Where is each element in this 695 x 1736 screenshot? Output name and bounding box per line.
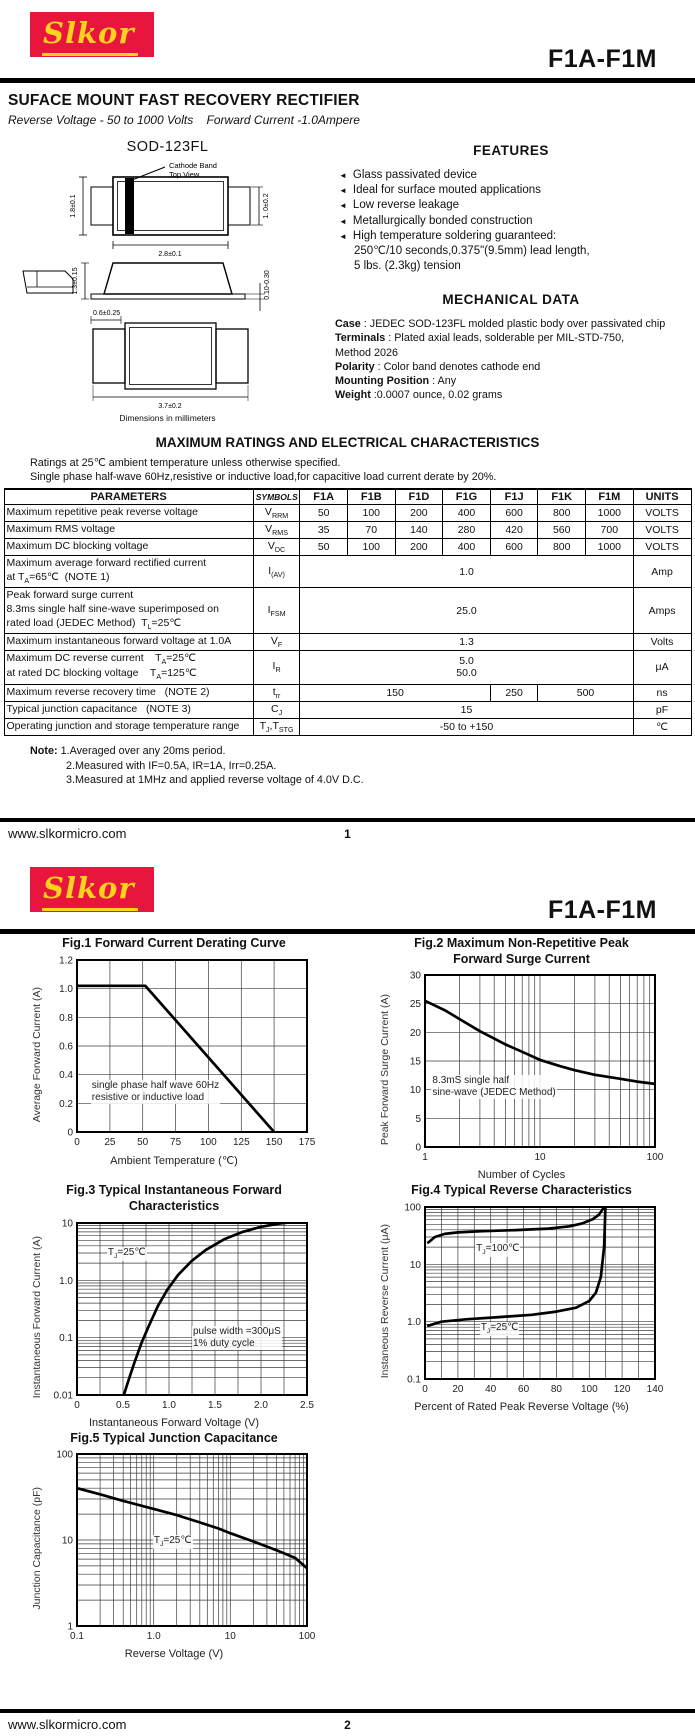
feature-text: Low reverse leakage [352,199,460,212]
arrow-bullet-icon: ◄ [339,171,347,180]
mechanical-row: Mounting Position : Any [335,375,457,388]
y-axis-label: Instaneous Reverse Current (μA) [378,1224,391,1379]
x-tick-label: 140 [646,1383,663,1395]
notes [30,744,695,788]
parameter-line: Maximum instantaneous forward voltage at 1.0A [6,635,232,648]
series-junction-capacitance [77,1488,307,1568]
feature-continuation: 250℃/10 seconds,0.375"(9.5mm) lead length, [354,244,590,257]
x-tick-label: 75 [170,1136,182,1148]
plot-area [43,1215,317,1420]
page-header [0,0,695,78]
y-tick-label: 30 [409,970,421,982]
website-link[interactable]: www.slkormicro.com [8,1717,127,1732]
chart-body [379,1199,665,1404]
x-tick-label: 20 [451,1383,463,1395]
x-tick-label: 80 [550,1383,562,1395]
unit-cell: VOLTS [633,505,691,522]
ratings-intro-line-1: Ratings at 25℃ ambient temperature unless otherwise specified. [30,457,341,469]
cathode-band-mark [125,178,134,234]
column-header: F1B [347,489,395,505]
charts-grid [0,936,695,1662]
dim-side-height: 1.3±0.15 [71,267,79,295]
table-row [4,522,691,539]
x-tick-label: 1.5 [208,1399,222,1411]
x-tick-label: 0 [421,1383,428,1395]
chart-annotation [480,1322,520,1336]
parameter-cell [4,684,253,701]
annotation-line: $T_J=100℃$ [476,1242,520,1256]
parameter-cell [4,505,253,522]
plot-area [391,1199,665,1404]
parameter-line: Maximum reverse recovery time (NOTE 2) [6,686,210,699]
table-row [4,684,691,701]
value-cell: 800 [538,505,586,522]
y-tick-label: 10 [61,1535,73,1547]
column-header: SYMBOLS [253,489,300,505]
package-caption: Dimensions in millimeters [119,413,216,423]
value-cell: 70 [347,522,395,539]
mechanical-label: Terminals [335,332,386,345]
table-row [4,539,691,556]
chart-title-line: Fig.1 Forward Current Derating Curve [62,936,286,950]
x-tick-label: 10 [224,1631,236,1643]
x-tick-label: 100 [200,1136,217,1148]
column-header: F1A [300,489,348,505]
package-section [0,131,335,423]
header-rule [0,929,695,934]
annotation-line: sine-wave (JEDEC Method) [432,1087,556,1098]
value-cell: 100 [347,505,395,522]
x-tick-label: 0.5 [116,1399,130,1411]
y-axis-label: Average Forward Current (A) [31,986,43,1122]
chart-title [66,1183,282,1214]
page-number: 1 [344,827,351,841]
parameter-line: 8.3ms single half sine-wave superimposed on [6,603,219,615]
header-rule [0,78,695,83]
x-tick-label: 40 [484,1383,496,1395]
value-cell: 50 [300,539,348,556]
feature-item [339,214,687,229]
feature-item [339,229,687,244]
chart-title [70,1431,277,1447]
note-line: 2.Measured with IF=0.5A, IR=1A, Irr=0.25A. [66,759,277,772]
value-cell: 700 [586,522,634,539]
chart-title-line: Fig.4 Typical Reverse Characteristics [411,1183,632,1198]
parameter-line: Peak forward surge current [6,589,134,602]
table-header-row [4,489,691,505]
column-header: PARAMETERS [4,489,253,505]
ratings-table [4,488,692,736]
value-cell: 140 [395,522,443,539]
dim-total-width: 3.7±0.2 [157,403,182,410]
value-cell: 800 [538,539,586,556]
symbol-cell: $t_{rr}$ [253,684,300,701]
y-tick-label: 1.0 [406,1317,421,1329]
chart-title-line: Characteristics [128,1198,220,1213]
chart-plot [391,967,665,1167]
value-cell: 1.0 [300,556,633,588]
annotation-line: resistive or inductive load [91,1092,205,1104]
unit-cell: μA [633,651,691,685]
x-tick-label: 60 [517,1383,529,1395]
annotation-line: pulse width =300μS [193,1325,281,1337]
parameter-line: at rated DC blocking voltage $T_A=125℃$ [6,667,197,682]
ratings-table-body [4,505,691,736]
datasheet-page-1 [0,0,695,845]
chart-annotation [91,1080,220,1104]
value-cell [300,651,633,685]
value-cell: 600 [490,505,538,522]
figure-5-typical-junction-capacitance [31,1431,317,1661]
x-tick-label: 10 [533,1152,546,1164]
x-axis-label: Percent of Rated Peak Reverse Voltage (%) [414,1400,629,1413]
x-tick-label: 2.0 [254,1399,268,1411]
chart-annotation [153,1535,193,1549]
feature-text: Ideal for surface mouted applications [352,184,541,197]
value-line: 50.0 [456,667,477,680]
value-cell: 50 [300,505,348,522]
brand-logo [30,12,154,57]
y-tick-label: 0.6 [59,1041,73,1053]
brand-logo-text: Slkor [42,871,138,911]
symbol-cell: $V_{RRM}$ [253,505,300,522]
x-axis-label: Number of Cycles [477,1169,566,1182]
value-cell: 15 [300,701,633,718]
page-footer [0,1709,695,1734]
parameter-line: Maximum RMS voltage [6,523,116,536]
y-tick-label: 0.4 [59,1069,73,1081]
parameter-line: Maximum average forward rectified current [6,557,207,570]
note-line: 3.Measured at 1MHz and applied reverse voltage of 4.0V D.C. [66,774,364,787]
package-name: SOD-123FL [126,139,209,155]
series-tj-25c [428,1199,605,1326]
dim-lead-width: 1. 0±0.2 [262,193,270,219]
website-link[interactable]: www.slkormicro.com [8,826,127,841]
value-cell: 1000 [586,505,634,522]
mechanical-row: Method 2026 [335,346,399,359]
part-number-title: F1A-F1M [547,45,657,73]
x-axis-label: Ambient Temperature (℃) [110,1154,238,1167]
dim-body-height: 1.8±0.1 [69,194,77,218]
feature-text: High temperature soldering guaranteed: [352,229,557,242]
y-tick-label: 0.01 [53,1390,73,1401]
column-header: F1J [490,489,538,505]
parameter-line: rated load (JEDEC Method) $T_L=25℃$ [6,616,182,631]
note-label: Note: [30,745,61,758]
unit-cell: pF [633,701,691,718]
unit-cell: Amp [633,556,691,588]
figure-1-forward-current-derating [31,936,317,1181]
parameter-cell [4,651,253,685]
symbol-cell: $C_J$ [253,701,300,718]
figure-4-typical-reverse-characteristics [379,1183,665,1428]
value-cell: 560 [538,522,586,539]
value-cell: 25.0 [300,588,633,634]
x-tick-label: 0 [74,1399,80,1411]
value-cell: -50 to +150 [300,719,633,736]
chart-title-line: Forward Surge Current [453,951,590,966]
x-tick-label: 100 [646,1152,663,1164]
feature-text: Metallurgically bonded construction [352,214,533,227]
value-cell: 500 [538,684,633,701]
y-tick-label: 0.2 [59,1098,73,1110]
y-axis-label: Instantaneous Forward Current (A) [31,1235,43,1399]
y-tick-label: 1.0 [59,1275,73,1287]
x-axis-label: Reverse Voltage (V) [124,1648,224,1661]
y-axis-label: Peak Forward Surge Current (A) [378,994,391,1146]
parameter-cell [4,588,253,634]
mechanical-label: Weight [335,389,371,402]
y-tick-label: 1.0 [59,983,73,995]
y-tick-label: 1 [67,1621,73,1633]
y-tick-label: 15 [409,1056,421,1068]
feature-item [339,183,687,198]
document-title: SUFACE MOUNT FAST RECOVERY RECTIFIER [8,92,360,109]
note-line: Note: 1.Averaged over any 20ms period. [30,745,226,758]
annotation-line: single phase half wave 60Hz [91,1080,220,1092]
mechanical-heading: MECHANICAL DATA [442,292,580,308]
x-tick-label: 0 [74,1136,80,1148]
value-cell: 250 [490,684,538,701]
chart-plot [43,1215,317,1415]
feature-item [339,198,687,213]
chart-title-line: Fig.2 Maximum Non-Repetitive Peak [414,936,629,950]
mechanical-label: Mounting Position [335,375,430,388]
value-cell: 600 [490,539,538,556]
y-tick-label: 10 [409,1085,421,1097]
parameter-cell [4,539,253,556]
x-tick-label: 2.5 [300,1399,314,1411]
dim-standoff: 0.10-0.30 [263,270,271,300]
x-tick-label: 1.0 [146,1631,161,1643]
y-tick-label: 0 [414,1142,421,1154]
datasheet-page-2 [0,845,695,1736]
table-row [4,719,691,736]
parameter-line: Typical junction capacitance (NOTE 3) [6,703,191,716]
ratings-intro-line-2: Single phase half-wave 60Hz,resistive or inductive load,for capacitive load current derate by 20%. [30,471,497,484]
value-cell: 100 [347,539,395,556]
parameter-cell [4,522,253,539]
symbol-cell: $I_R$ [253,651,300,685]
y-tick-label: 100 [403,1202,421,1214]
x-tick-label: 120 [613,1383,630,1395]
unit-cell: ns [633,684,691,701]
features-list [339,168,687,274]
page-header [0,845,695,929]
y-tick-label: 0.8 [59,1012,73,1024]
chart-title-line: Fig.5 Typical Junction Capacitance [70,1430,278,1445]
x-tick-label: 100 [298,1631,316,1643]
arrow-bullet-icon: ◄ [339,216,347,226]
plot-area [43,1446,317,1651]
symbol-cell: $I_{FSM}$ [253,588,300,634]
series-forward-vi [123,1221,298,1397]
chart-title [414,936,629,967]
value-cell: 420 [490,522,538,539]
feature-item [339,168,687,183]
y-tick-label: 5 [414,1114,421,1126]
table-row [4,556,691,588]
symbol-cell: $V_{DC}$ [253,539,300,556]
chart-body [379,967,665,1172]
parameter-line: at $T_A=65℃$ (NOTE 1) [6,570,110,586]
table-row [4,651,691,685]
top-view-label: Top View [168,170,199,179]
unit-cell: VOLTS [633,522,691,539]
mechanical-row: Polarity : Color band denotes cathode end [335,360,541,373]
mechanical-row: Case : JEDEC SOD-123FL molded plastic body over passivated chip [335,318,666,331]
chart-body [31,952,317,1157]
table-row [4,505,691,522]
x-tick-label: 100 [580,1383,598,1395]
package-outline-drawing [13,157,323,413]
mechanical-row: Weight :0.0007 ounce, 0.02 grams [335,389,503,402]
value-line: 5.0 [459,655,474,668]
parameter-line: Maximum DC blocking voltage [6,540,149,553]
features-section [335,131,695,423]
dim-pad-width: 0.6±0.25 [92,310,120,317]
symbol-cell: $V_{RMS}$ [253,522,300,539]
parameter-cell [4,701,253,718]
unit-cell: VOLTS [633,539,691,556]
value-cell: 400 [443,505,491,522]
symbol-cell: $I_{(AV)}$ [253,556,300,588]
plot-area [43,952,317,1157]
chart-title [62,936,286,952]
unit-cell: ℃ [633,719,691,736]
annotation-line: $T_J=25℃$ [153,1534,192,1548]
parameter-line: Maximum repetitive peak reverse voltage [6,506,198,519]
annotation-line: $T_J=25℃$ [480,1322,519,1336]
chart-body [31,1446,317,1651]
value-cell: 150 [300,684,490,701]
y-tick-label: 1.2 [59,955,73,967]
value-cell: 35 [300,522,348,539]
value-cell: 1000 [586,539,634,556]
chart-annotation [192,1326,282,1350]
y-tick-label: 10 [61,1218,73,1229]
x-tick-label: 125 [232,1136,250,1148]
column-header: F1D [395,489,443,505]
chart-annotation [107,1247,147,1261]
brand-logo-text: Slkor [42,16,138,56]
symbol-cell: $V_F$ [253,634,300,651]
x-tick-label: 1.0 [162,1399,176,1411]
arrow-bullet-icon: ◄ [339,231,347,241]
feature-continuation: 5 lbs. (2.3kg) tension [354,260,461,273]
chart-title [411,1183,632,1199]
x-axis-label: Instantaneous Forward Voltage (V) [89,1416,259,1429]
mechanical-list [335,317,687,403]
chart-plot [391,1199,665,1399]
value-cell: 280 [443,522,491,539]
x-tick-label: 1 [421,1152,428,1164]
annotation-line: 8.3mS single half [432,1075,510,1086]
chart-annotation [475,1243,520,1257]
dim-body-width: 2.8±0.1 [157,251,182,258]
y-tick-label: 25 [409,999,421,1011]
y-axis-label: Junction Capacitance (pF) [31,1487,43,1610]
page-footer [0,818,695,843]
y-tick-label: 0 [67,1127,73,1139]
value-cell: 200 [395,505,443,522]
y-tick-label: 20 [409,1028,421,1040]
y-tick-label: 100 [56,1449,73,1461]
mechanical-label: Polarity [335,360,375,373]
parameter-cell [4,556,253,588]
table-row [4,701,691,718]
chart-title-line: Fig.3 Typical Instantaneous Forward [66,1183,282,1198]
mechanical-row: Terminals : Plated axial leads, solderable per MIL-STD-750, [335,332,625,345]
mechanical-label: Case [335,318,361,331]
brand-logo [30,867,154,912]
arrow-bullet-icon: ◄ [339,201,347,211]
parameter-cell [4,634,253,651]
annotation-line: $T_J=25℃$ [107,1246,146,1260]
part-number-title: F1A-F1M [547,896,657,924]
y-tick-label: 0.1 [406,1374,421,1386]
ratings-intro [30,456,695,484]
annotation-line: 1% duty cycle [193,1337,255,1349]
page-number: 2 [344,1718,351,1732]
document-subtitle: Reverse Voltage - 50 to 1000 Volts Forward Current -1.0Ampere [8,113,360,127]
parameter-cell [4,719,253,736]
column-header: F1M [586,489,634,505]
column-header: F1K [538,489,586,505]
x-tick-label: 150 [265,1136,283,1148]
x-tick-label: 50 [137,1136,149,1148]
value-cell: 200 [395,539,443,556]
x-tick-label: 25 [104,1136,116,1148]
ratings-heading: MAXIMUM RATINGS AND ELECTRICAL CHARACTERISTICS [155,435,540,450]
arrow-bullet-icon: ◄ [339,186,347,196]
y-tick-label: 10 [409,1259,421,1271]
column-header: F1G [443,489,491,505]
chart-annotation [431,1075,556,1099]
features-heading: FEATURES [473,143,549,158]
figure-3-instantaneous-forward-characteristics [31,1183,317,1428]
y-tick-label: 0.1 [59,1332,73,1344]
value-cell: 1.3 [300,634,633,651]
value-cell: 400 [443,539,491,556]
unit-cell: Amps [633,588,691,634]
chart-plot [43,952,317,1152]
table-row [4,634,691,651]
x-tick-label: 175 [298,1136,316,1148]
table-row [4,588,691,634]
figure-2-peak-forward-surge-current [379,936,665,1181]
x-tick-label: 0.1 [70,1631,84,1643]
chart-body [31,1215,317,1420]
parameter-line: Maximum DC reverse current $T_A=25℃$ [6,652,196,667]
column-header: UNITS [633,489,691,505]
series-tj-100c [428,1199,605,1243]
feature-text: Glass passivated device [352,169,477,181]
plot-area [391,967,665,1172]
symbol-cell: $T_J,T_{STG}$ [253,719,300,736]
parameter-line: Operating junction and storage temperature range [6,720,240,733]
unit-cell: Volts [633,634,691,651]
cathode-band-label: Cathode Band [168,161,217,170]
